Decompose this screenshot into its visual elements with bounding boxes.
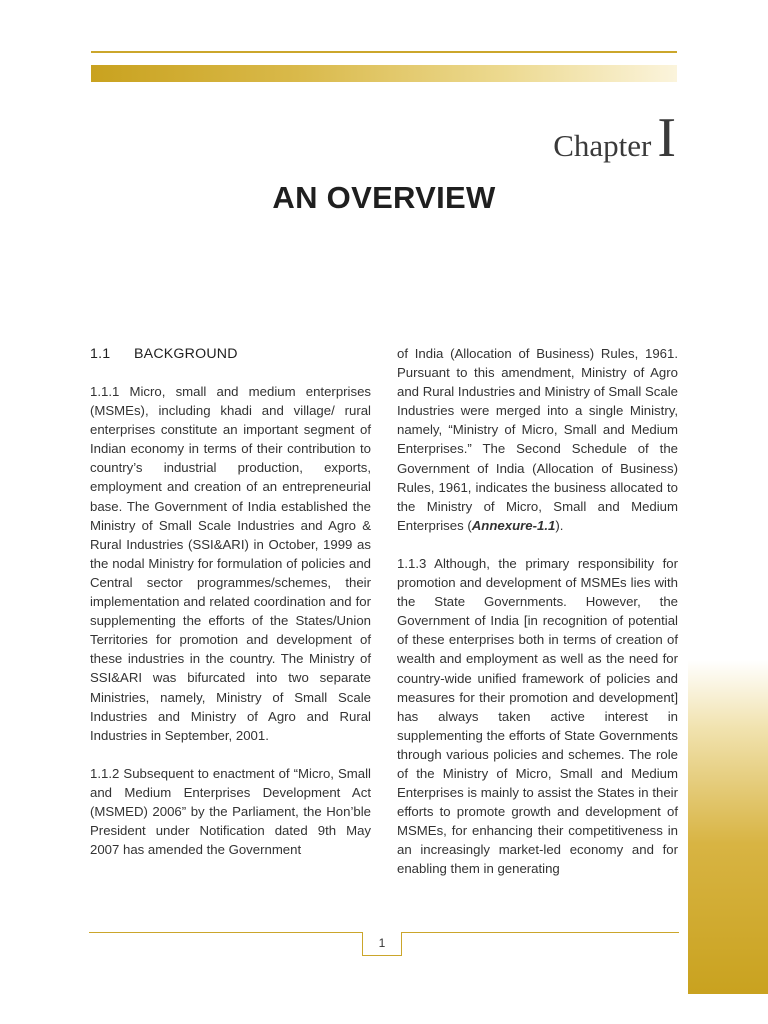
side-decorative-band xyxy=(688,660,768,994)
left-column xyxy=(90,344,371,878)
paragraph-1-1-2-start: 1.1.2 Subsequent to enactment of “Micro, Small and Medium Enterprises Development Act (MSMED) 2006” by the Parliament, the Hon’ble President under Notification dated 9th May 2007 has amended the Government xyxy=(90,765,371,858)
chapter-numeral: I xyxy=(657,107,676,169)
annexure-reference: Annexure-1.1 xyxy=(471,517,556,533)
chapter-heading xyxy=(553,106,676,170)
section-title: BACKGROUND xyxy=(134,346,238,362)
section-number: 1.1 xyxy=(90,346,111,362)
header-gradient-band xyxy=(91,65,677,82)
paragraph-1-1-2-continued xyxy=(397,344,678,535)
header-decorative-bar xyxy=(91,51,677,82)
paragraph-1-1-2-text: of India (Allocation of Business) Rules, 1961. Pursuant to this amendment, Ministry of Agro and Rural Industries and Ministry of Small Scale Industries were merged into a single Ministry, namely, “Ministry of Micro, Small and Medium Enterprises.” The Second Schedule of the Government of India (Allocation of Business) Rules, 1961, indicates the business allocated to the Ministry of Micro, Small and Medium Enterprises ( xyxy=(397,346,678,533)
paragraph-1-1-1: 1.1.1 Micro, small and medium enterprises (MSMEs), including khadi and village/ rural enterprises constitute an important segment of Indian economy in terms of their contribution to country’s industrial production, exports, employment and creation of an entrepreneurial base. The Government of India established the Ministry of Small Scale Industries and Agro & Rural Industries (SSI&ARI) in October, 1999 as the nodal Ministry for formulation of policies and Central sector programmes/schemes, their implementation and related coordination and for supplementing the efforts of the States/Union Territories for promotion and development of these industries in the country. The Ministry of SSI&ARI was bifurcated into two separate Ministries, namely, Ministry of Small Scale Industries and Ministry of Agro and Rural Industries in September, 2001. xyxy=(90,384,371,743)
chapter-word: Chapter xyxy=(553,128,652,163)
paragraph-1-1-3: 1.1.3 Although, the primary responsibility for promotion and development of MSMEs lies with the State Governments. However, the Government of India [in recognition of potential of these enterprises both in terms of creation of wealth and employment as well as the need for country-wide unified framework of policies and measures for their promotion and development] has always taken active interest in supplementing the efforts of State Governments through various policies and schemes. The role of the Ministry of Micro, Small and Medium Enterprises is mainly to assist the States in their efforts to promote growth and development of MSMEs, for enhancing their competitiveness in an increasingly market-led economy and for enabling them in generating xyxy=(397,555,678,877)
header-accent-line xyxy=(91,51,677,53)
right-column xyxy=(397,344,678,898)
section-heading xyxy=(90,344,371,364)
page-number: 1 xyxy=(362,932,402,956)
page-title: AN OVERVIEW xyxy=(272,180,496,215)
paragraph-1-1-2-close: ). xyxy=(555,517,564,533)
